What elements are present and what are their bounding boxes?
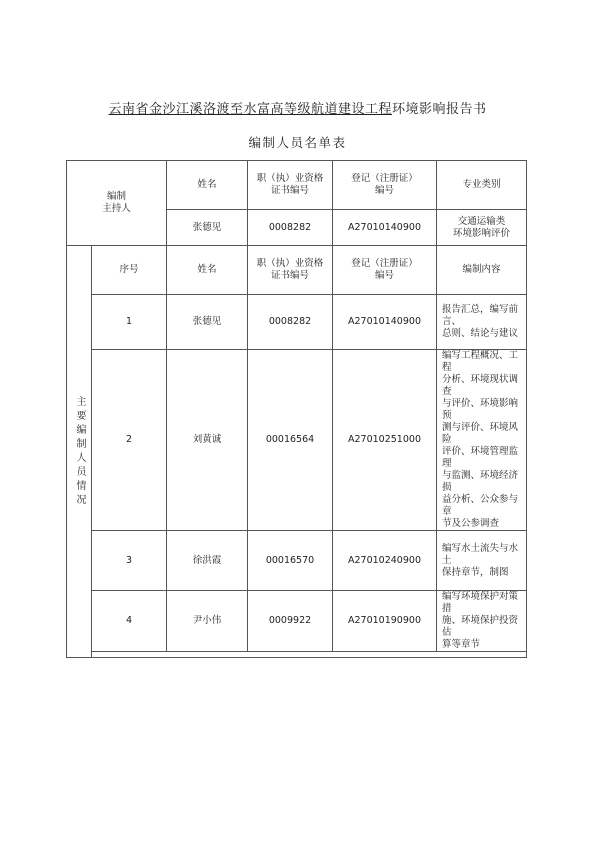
row-cert: 0008282 xyxy=(248,295,333,350)
header-content: 编制内容 xyxy=(437,246,527,295)
host-label: 编制 主持人 xyxy=(67,161,167,246)
header-name-2: 姓名 xyxy=(167,246,248,295)
header-reg-2: 登记（注册证） 编号 xyxy=(333,246,437,295)
document-title xyxy=(0,98,595,117)
row-index: 2 xyxy=(92,350,167,531)
row-reg: A27010251000 xyxy=(333,350,437,531)
row-content: 编写工程概况、工程 分析、环境现状调查 与评价、环境影响预 测与评价、环境风险 评价、环境管理监理 与监测、环境经济损 益分析、公众参与章 节及公参调查 xyxy=(437,350,527,531)
table-row xyxy=(67,295,527,350)
host-major: 交通运输类 环境影响评价 xyxy=(437,210,527,246)
document-subtitle: 编制人员名单表 xyxy=(248,135,347,150)
row-name: 刘黄诚 xyxy=(167,350,248,531)
row-name: 张德见 xyxy=(167,295,248,350)
row-index: 1 xyxy=(92,295,167,350)
header-major: 专业类别 xyxy=(437,161,527,210)
row-reg: A27010190900 xyxy=(333,591,437,652)
host-name: 张德见 xyxy=(167,210,248,246)
table-row xyxy=(67,350,527,531)
row-index: 4 xyxy=(92,591,167,652)
row-cert: 00016564 xyxy=(248,350,333,531)
row-name: 徐洪霞 xyxy=(167,531,248,591)
personnel-table xyxy=(66,160,527,658)
header-index: 序号 xyxy=(92,246,167,295)
document-title-project: 云南省金沙江溪洛渡至水富高等级航道建设工程 xyxy=(108,102,392,117)
row-content: 编写环境保护对策措 施、环境保护投资估 算等章节 xyxy=(437,591,527,652)
header-cert: 职（执）业资格 证书编号 xyxy=(248,161,333,210)
host-header-row xyxy=(67,161,527,210)
row-content: 编写水土流失与水土 保持章节，制图 xyxy=(437,531,527,591)
header-name: 姓名 xyxy=(167,161,248,210)
row-reg: A27010140900 xyxy=(333,295,437,350)
table-spacer-row xyxy=(67,652,527,658)
table-bottom-spacer xyxy=(92,652,527,658)
header-cert-2: 职（执）业资格 证书编号 xyxy=(248,246,333,295)
main-header-row xyxy=(67,246,527,295)
row-name: 尹小伟 xyxy=(167,591,248,652)
row-cert: 0009922 xyxy=(248,591,333,652)
table-row xyxy=(67,591,527,652)
document-title-suffix: 环境影响报告书 xyxy=(392,102,487,117)
host-reg: A27010140900 xyxy=(333,210,437,246)
main-label: 主要编制人员情况 xyxy=(67,246,92,658)
row-content: 报告汇总，编写前言、 总则、结论与建议 xyxy=(437,295,527,350)
header-reg: 登记（注册证） 编号 xyxy=(333,161,437,210)
table-row xyxy=(67,531,527,591)
row-index: 3 xyxy=(92,531,167,591)
host-cert: 0008282 xyxy=(248,210,333,246)
row-reg: A27010240900 xyxy=(333,531,437,591)
row-cert: 00016570 xyxy=(248,531,333,591)
